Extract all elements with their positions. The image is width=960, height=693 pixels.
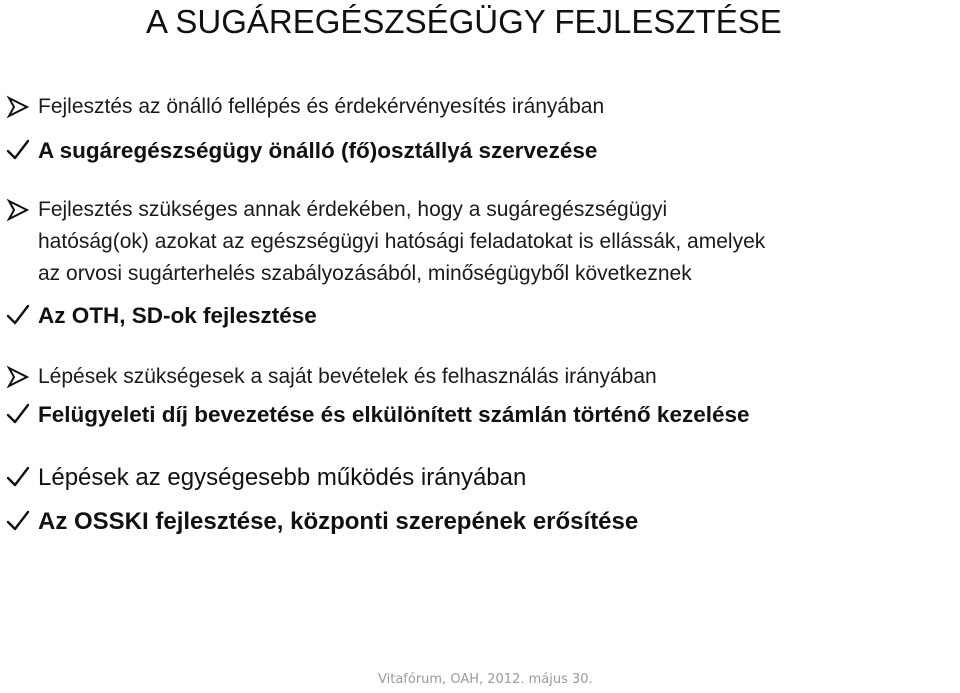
list-item-text: Az OSSKI fejlesztése, központi szerepének erősítése [38, 508, 639, 535]
arrow-bullet-icon [6, 198, 30, 224]
list-item-text: Felügyeleti díj bevezetése és elkülönített számlán történő kezelése [38, 402, 750, 427]
checkmark-icon [6, 402, 30, 428]
slide-title: A SUGÁREGÉSZSÉGÜGY FEJLESZTÉSE [146, 3, 782, 40]
list-item-text: Fejlesztés szükséges annak érdekében, hogy a sugáregészségügyi [38, 198, 668, 221]
list-item-text: Lépések az egységesebb működés irányában [38, 464, 527, 491]
list-item-text: Lépések szükségesek a saját bevételek és felhasználás irányában [38, 365, 657, 388]
list-item-text: Az OTH, SD-ok fejlesztése [38, 303, 317, 328]
arrow-bullet-icon [6, 95, 30, 121]
list-item-text: hatóság(ok) azokat az egészségügyi hatósági feladatokat is ellássák, amelyek [38, 230, 766, 253]
list-item-text: A sugáregészségügy önálló (fő)osztállyá szervezése [38, 138, 598, 163]
checkmark-icon [6, 303, 30, 329]
list-item-text: Fejlesztés az önálló fellépés és érdekérvényesítés irányában [38, 95, 605, 118]
checkmark-icon [6, 509, 30, 535]
checkmark-icon [6, 138, 30, 164]
arrow-bullet-icon [6, 365, 30, 391]
checkmark-icon [6, 465, 30, 491]
list-item-text: az orvosi sugárterhelés szabályozásából, minőségügyből következnek [38, 262, 692, 285]
footer-text: Vitafórum, OAH, 2012. május 30. [378, 672, 593, 687]
